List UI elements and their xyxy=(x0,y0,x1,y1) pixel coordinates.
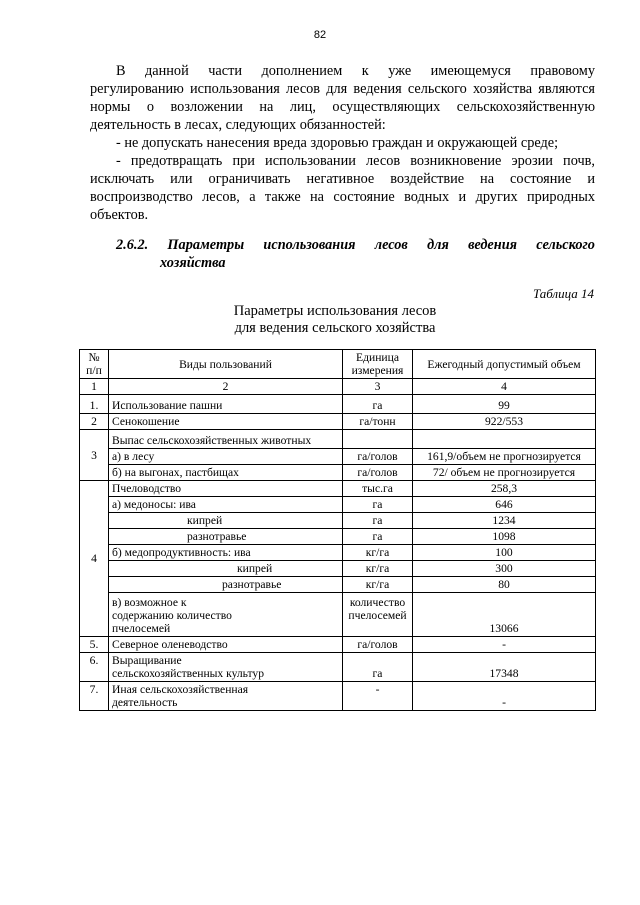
section-heading xyxy=(116,236,595,272)
table-row xyxy=(80,449,596,465)
row-type: Использование пашни xyxy=(109,395,343,414)
row-type: б) медопродуктивность: ива xyxy=(109,545,343,561)
row-volume: 258,3 xyxy=(413,481,596,497)
row-unit: - xyxy=(343,682,413,711)
row-type: в) возможное к содержанию количество пчелосемей xyxy=(109,593,343,637)
table-row xyxy=(80,561,596,577)
row-volume: 161,9/объем не прогнозируется xyxy=(413,449,596,465)
row-volume: 99 xyxy=(413,395,596,414)
row-unit xyxy=(343,430,413,449)
heading-word: ведения xyxy=(468,237,518,253)
row-type: б) на выгонах, пастбищах xyxy=(109,465,343,481)
table-row xyxy=(80,545,596,561)
table-row xyxy=(80,414,596,430)
table-row xyxy=(80,481,596,497)
table-row xyxy=(80,577,596,593)
row-type: кипрей xyxy=(109,561,343,577)
heading-word: лесов xyxy=(374,237,408,253)
text-line: - предотвращать при использовании лесов возникновение эрозии почв, xyxy=(116,153,595,169)
row-num: 4 xyxy=(80,481,109,637)
table-row xyxy=(80,653,596,682)
row-unit: га/голов xyxy=(343,637,413,653)
row-unit: га xyxy=(343,529,413,545)
column-number: 1 xyxy=(80,379,109,395)
text-line: исключать или ограничивать негативное воздействие на состояние и xyxy=(90,171,595,187)
row-volume: 13066 xyxy=(413,593,596,637)
row-type: Сенокошение xyxy=(109,414,343,430)
row-unit: кг/га xyxy=(343,561,413,577)
section-number: 2.6.2. xyxy=(116,237,149,253)
row-type: а) медоносы: ива xyxy=(109,497,343,513)
page-number: 82 xyxy=(313,29,327,41)
text-line: объектов. xyxy=(90,207,149,223)
row-type: Выпас сельскохозяйственных животных xyxy=(109,430,343,449)
table-header-row xyxy=(80,350,596,379)
row-unit: количество пчелосемей xyxy=(343,593,413,637)
list-item-1 xyxy=(90,134,595,152)
row-type: а) в лесу xyxy=(109,449,343,465)
row-type: разнотравье xyxy=(109,577,343,593)
row-unit: га xyxy=(343,653,413,682)
row-volume: 1098 xyxy=(413,529,596,545)
column-number: 4 xyxy=(413,379,596,395)
row-unit: га xyxy=(343,513,413,529)
header-unit: Единица измерения xyxy=(343,350,413,379)
heading-word: для xyxy=(427,237,449,253)
table-row xyxy=(80,465,596,481)
table-row xyxy=(80,513,596,529)
text-line: деятельность в лесах, следующих обязанностей: xyxy=(90,117,386,133)
row-volume: 300 xyxy=(413,561,596,577)
row-num: 3 xyxy=(80,430,109,481)
row-unit: кг/га xyxy=(343,545,413,561)
row-unit: га xyxy=(343,395,413,414)
row-num: 5. xyxy=(80,637,109,653)
row-unit: га/голов xyxy=(343,449,413,465)
header-volume: Ежегодный допустимый объем xyxy=(413,350,596,379)
row-type: разнотравье xyxy=(109,529,343,545)
column-number-row xyxy=(80,379,596,395)
column-number: 2 xyxy=(109,379,343,395)
row-volume: 646 xyxy=(413,497,596,513)
list-item-2 xyxy=(90,152,595,224)
row-unit: га/голов xyxy=(343,465,413,481)
paragraph-intro xyxy=(90,62,595,134)
header-num: № п/п xyxy=(80,350,109,379)
table-title xyxy=(0,303,640,337)
header-type: Виды пользований xyxy=(109,350,343,379)
table-title-line: Параметры использования лесов xyxy=(233,303,437,319)
table-row xyxy=(80,497,596,513)
row-volume: 1234 xyxy=(413,513,596,529)
table-row xyxy=(80,593,596,637)
row-num: 1. xyxy=(80,395,109,414)
parameters-table xyxy=(79,349,596,711)
row-volume: 80 xyxy=(413,577,596,593)
row-type: Пчеловодство xyxy=(109,481,343,497)
row-unit: га xyxy=(343,497,413,513)
table-row xyxy=(80,430,596,449)
row-type: Северное оленеводство xyxy=(109,637,343,653)
row-volume: - xyxy=(413,637,596,653)
heading-word: использования xyxy=(263,237,356,253)
row-volume: 17348 xyxy=(413,653,596,682)
row-num: 7. xyxy=(80,682,109,711)
row-type: Иная сельскохозяйственная деятельность xyxy=(109,682,343,711)
table-label: Таблица 14 xyxy=(532,286,594,301)
table-title-line: для ведения сельского хозяйства xyxy=(234,320,436,336)
text-line: воспроизводство лесов, а также на состояние водных и других природных xyxy=(90,189,595,205)
row-type: кипрей xyxy=(109,513,343,529)
row-volume: 100 xyxy=(413,545,596,561)
heading-line-2: хозяйства xyxy=(160,255,226,271)
row-type: Выращивание сельскохозяйственных культур xyxy=(109,653,343,682)
row-num: 2 xyxy=(80,414,109,430)
row-num: 6. xyxy=(80,653,109,682)
row-volume: 72/ объем не прогнозируется xyxy=(413,465,596,481)
text-line: В данной части дополнением к уже имеющемуся правовому xyxy=(116,63,595,79)
row-volume xyxy=(413,430,596,449)
row-unit: кг/га xyxy=(343,577,413,593)
row-volume: 922/553 xyxy=(413,414,596,430)
table-row xyxy=(80,395,596,414)
table-row xyxy=(80,637,596,653)
table-row xyxy=(80,529,596,545)
row-unit: га/тонн xyxy=(343,414,413,430)
text-line: нормы о возложении на лиц, осуществляющих сельскохозяйственную xyxy=(90,99,595,115)
row-unit: тыс.га xyxy=(343,481,413,497)
text-line: регулированию использования лесов для ведения сельского хозяйства являются xyxy=(90,81,595,97)
table-row xyxy=(80,682,596,711)
heading-word: сельского xyxy=(536,237,595,253)
text-line: - не допускать нанесения вреда здоровью граждан и окружающей среде; xyxy=(116,135,559,151)
heading-word: Параметры xyxy=(167,237,245,253)
row-volume: - xyxy=(413,682,596,711)
column-number: 3 xyxy=(343,379,413,395)
